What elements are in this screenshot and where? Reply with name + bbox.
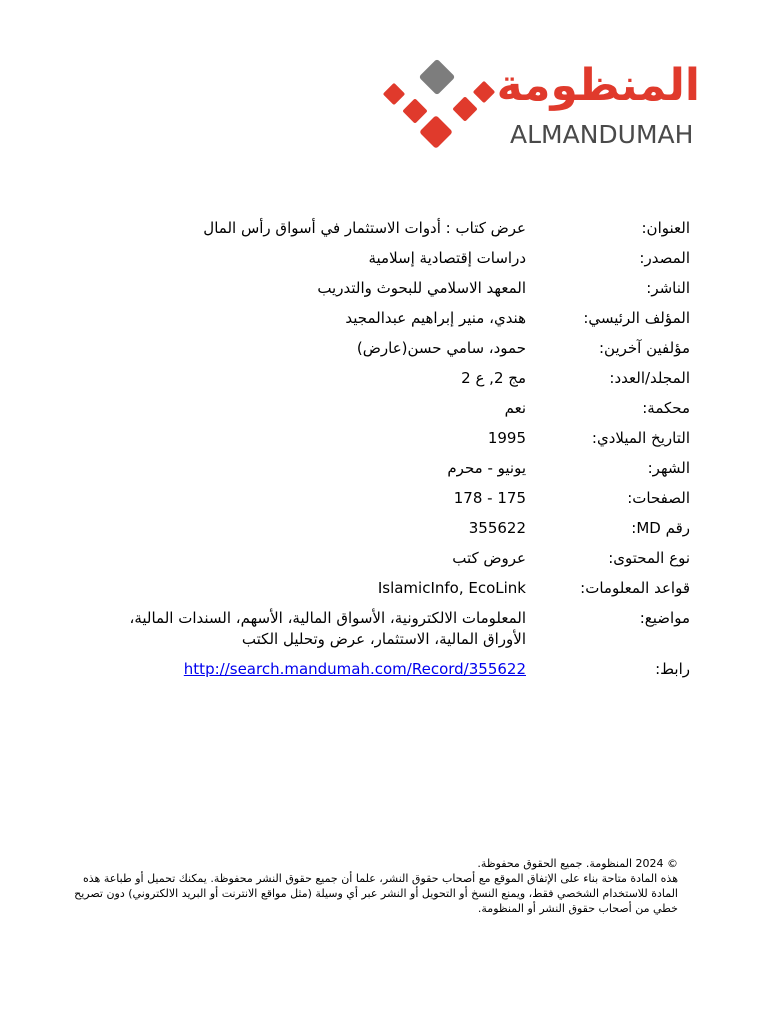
row-publisher — [100, 278, 690, 299]
value-source: دراسات إقتصادية إسلامية — [368, 249, 526, 267]
value-month: يونيو - محرم — [447, 459, 526, 477]
value-publisher: المعهد الاسلامي للبحوث والتدريب — [317, 279, 526, 297]
label-subjects: مواضيع: — [639, 609, 690, 627]
value-content-type: عروض كتب — [452, 549, 526, 567]
logo-diamond-gray — [419, 59, 456, 96]
value-title: عرض كتاب : أدوات الاستثمار في أسواق رأس المال — [203, 219, 526, 237]
label-peer-reviewed: محكمة: — [642, 399, 690, 417]
label-pages: الصفحات: — [627, 489, 690, 507]
row-main-author — [100, 308, 690, 329]
label-main-author: المؤلف الرئيسي: — [583, 309, 690, 327]
label-title: العنوان: — [641, 219, 690, 237]
label-md-number: رقم MD: — [631, 519, 690, 537]
label-databases: قواعد المعلومات: — [580, 579, 690, 597]
logo-diamond-red-left — [383, 83, 406, 106]
row-content-type — [100, 548, 690, 569]
label-link: رابط: — [655, 660, 690, 678]
row-month — [100, 458, 690, 479]
row-source — [100, 248, 690, 269]
logo-diamond-red-bottom — [419, 115, 453, 149]
label-other-authors: مؤلفين آخرين: — [598, 339, 690, 357]
label-publisher: الناشر: — [646, 279, 690, 297]
value-link — [100, 659, 526, 680]
footer-copyright: © 2024 المنظومة. جميع الحقوق محفوظة. — [477, 857, 678, 870]
value-year: 1995 — [487, 429, 526, 447]
diamond-cluster-logo-icon — [380, 58, 500, 158]
logo-diamond-red-mid-left — [402, 98, 427, 123]
value-other-authors: حمود، سامي حسن(عارض) — [356, 339, 526, 357]
almandumah-logo — [380, 58, 710, 158]
row-subjects — [100, 608, 690, 650]
value-md-number: 355622 — [468, 519, 526, 537]
logo-arabic-text: المنظومة — [496, 60, 700, 111]
label-month: الشهر: — [647, 459, 690, 477]
record-metadata — [100, 218, 690, 689]
record-link[interactable]: http://search.mandumah.com/Record/355622 — [183, 660, 526, 678]
copyright-footer — [66, 856, 678, 916]
value-pages: 175 - 178 — [453, 489, 526, 507]
label-year: التاريخ الميلادي: — [591, 429, 690, 447]
label-content-type: نوع المحتوى: — [608, 549, 690, 567]
logo-diamond-red-right — [473, 81, 496, 104]
label-source: المصدر: — [639, 249, 690, 267]
row-peer-reviewed — [100, 398, 690, 419]
value-subjects: المعلومات الالكترونية، الأسواق المالية، الأسهم، السندات المالية، الأوراق المالية، الاستثمار، عرض وتحليل الكتب — [129, 609, 526, 648]
value-peer-reviewed: نعم — [504, 399, 526, 417]
row-year — [100, 428, 690, 449]
logo-english-text: ALMANDUMAH — [510, 120, 694, 149]
logo-diamond-red-mid-right — [452, 96, 477, 121]
row-databases — [100, 578, 690, 599]
value-databases: IslamicInfo, EcoLink — [377, 579, 526, 597]
label-volume-issue: المجلد/العدد: — [609, 369, 690, 387]
value-main-author: هندي، منير إبراهيم عبدالمجيد — [345, 309, 526, 327]
footer-notice: هذه المادة متاحة بناء على الإتفاق الموقع مع أصحاب حقوق النشر، علما أن جميع حقوق النشر محفوظة. يمكنك تحميل أو طباعة هذه المادة للاستخدام الشخصي فقط، ويمنع النسخ أو التحويل أو النشر عبر أي وسيلة (مثل مواقع الانترنت أو البريد الالكتروني) دون تصريح خطي من أصحاب حقوق النشر أو المنظومة. — [74, 872, 678, 915]
row-pages — [100, 488, 690, 509]
row-volume-issue — [100, 368, 690, 389]
row-other-authors — [100, 338, 690, 359]
row-md-number — [100, 518, 690, 539]
value-volume-issue: مج 2, ع 2 — [461, 369, 526, 387]
row-link — [100, 659, 690, 680]
row-title — [100, 218, 690, 239]
